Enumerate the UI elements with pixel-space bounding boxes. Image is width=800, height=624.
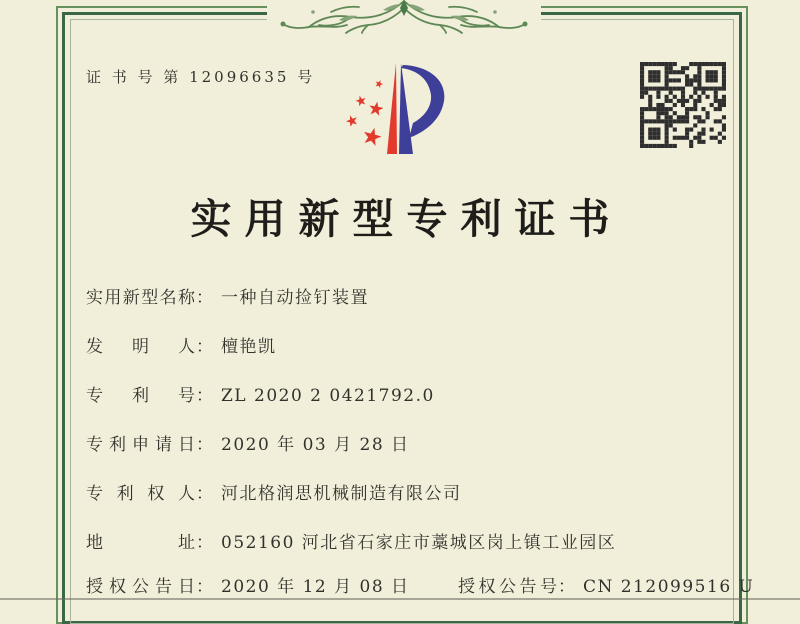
field-row-grant-date	[86, 572, 410, 597]
field-row-patentee	[86, 479, 462, 504]
field-colon: ：	[196, 288, 214, 308]
field-label: 专利权人	[86, 484, 196, 504]
certificate-title: 实用新型专利证书	[190, 195, 623, 243]
star-icon	[361, 125, 383, 146]
field-colon: ：	[196, 337, 214, 357]
star-icon	[368, 100, 384, 116]
field-row-address	[86, 528, 616, 553]
field-row-utility-model-name	[86, 283, 369, 308]
field-value: 檀艳凯	[221, 337, 277, 357]
field-colon: ：	[196, 484, 214, 504]
field-row-filing-date	[86, 430, 410, 455]
field-row-patent-number	[86, 381, 435, 406]
field-value: 河北格润思机械制造有限公司	[221, 484, 462, 504]
certificate-number: 证 书 号 第 12096635 号	[86, 68, 316, 86]
field-label: 专利申请日	[86, 435, 196, 455]
flourish-ornament-icon	[243, 0, 565, 34]
red-wedge	[387, 63, 397, 154]
field-row-inventor	[86, 332, 277, 357]
field-colon: ：	[196, 577, 214, 597]
field-value: ZL 2020 2 0421792.0	[221, 386, 435, 406]
qr-code-icon	[640, 62, 726, 148]
field-label: 授权公告号	[458, 577, 558, 597]
field-colon: ：	[196, 533, 214, 553]
field-label: 专利号	[86, 386, 196, 406]
field-value: CN 212099516 U	[583, 577, 755, 597]
cnipa-patent-logo-icon	[344, 57, 458, 163]
field-value: 一种自动捡钉装置	[221, 288, 369, 308]
blue-wedge	[399, 63, 413, 154]
field-label: 发明人	[86, 337, 196, 357]
field-colon: ：	[196, 435, 214, 455]
field-row-grant-number	[458, 572, 754, 597]
field-colon: ：	[196, 386, 214, 406]
field-value: 052160 河北省石家庄市藁城区岗上镇工业园区	[221, 533, 617, 553]
field-value: 2020 年 12 月 08 日	[221, 577, 410, 597]
star-icon	[345, 113, 359, 127]
star-icon	[374, 79, 384, 89]
field-label: 地址	[86, 533, 196, 553]
star-icon	[355, 94, 368, 106]
field-label: 授权公告日	[86, 577, 196, 597]
field-colon: ：	[558, 577, 576, 597]
field-label: 实用新型名称	[86, 288, 196, 308]
field-value: 2020 年 03 月 28 日	[221, 435, 410, 455]
